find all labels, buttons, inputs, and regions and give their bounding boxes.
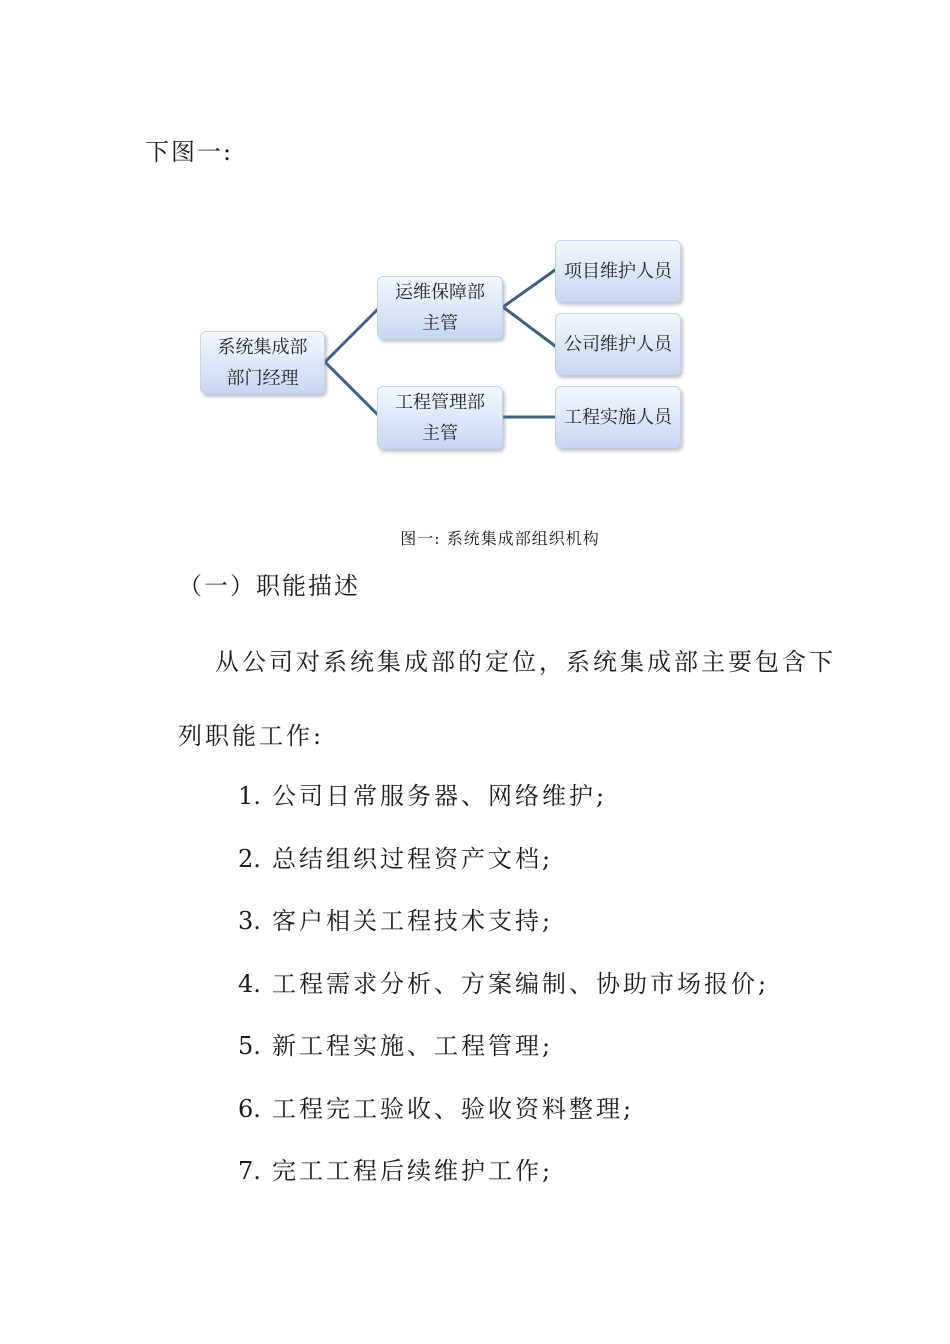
list-item [238,1028,769,1091]
duty-list [238,778,769,1216]
list-item-text: 工程完工验收、验收资料整理; [272,1094,635,1123]
node-implementation-label: 工程实施人员 [564,406,672,428]
node-department-manager-line1: 系统集成部 [217,336,308,358]
intro-text: 下图一: [145,138,234,166]
node-project-maintenance [555,240,681,302]
node-department-manager-line2: 部门经理 [226,367,299,389]
node-eng-supervisor-line2: 主管 [422,422,458,444]
node-department-manager [200,331,325,394]
list-item [238,1153,769,1216]
list-item-number: 6. [238,1094,261,1123]
node-eng-supervisor [377,386,503,449]
list-item [238,1091,769,1154]
connector-manager-to-ops [325,309,378,362]
node-company-maintenance [555,313,681,375]
list-item-text: 总结组织过程资产文档; [272,844,554,873]
list-item-text: 公司日常服务器、网络维护; [272,782,608,810]
section-heading: （一）职能描述 [178,572,360,600]
node-ops-supervisor-line2: 主管 [422,312,458,334]
connector-manager-to-eng [325,362,378,415]
list-item-number: 3. [238,907,261,935]
node-ops-supervisor [377,276,503,339]
node-company-maintenance-label: 公司维护人员 [564,333,672,355]
connector-ops-to-company [503,307,555,346]
list-item-text: 客户相关工程技术支持; [272,907,554,935]
list-item-text: 工程需求分析、方案编制、协助市场报价; [272,969,770,998]
list-item-text: 新工程实施、工程管理; [272,1032,554,1060]
figure-caption: 图一: 系统集成部组织机构 [400,529,600,548]
node-implementation [555,386,681,448]
list-item [238,903,769,966]
list-item-number: 4. [238,969,261,998]
node-eng-supervisor-line1: 工程管理部 [395,391,485,413]
connector-ops-to-project [503,270,555,307]
list-item [238,841,769,904]
node-project-maintenance-label: 项目维护人员 [564,260,672,282]
node-ops-supervisor-line1: 运维保障部 [395,281,485,303]
paragraph-line-2: 列职能工作: [178,722,325,750]
list-item [238,778,769,841]
list-item [238,966,769,1029]
list-item-number: 1. [238,782,261,810]
org-chart [0,0,950,520]
paragraph-line-1: 从公司对系统集成部的定位，系统集成部主要包含下 [215,648,836,676]
list-item-text: 完工工程后续维护工作; [272,1157,554,1185]
list-item-number: 7. [238,1157,261,1185]
list-item-number: 5. [238,1032,261,1060]
list-item-number: 2. [238,844,261,873]
